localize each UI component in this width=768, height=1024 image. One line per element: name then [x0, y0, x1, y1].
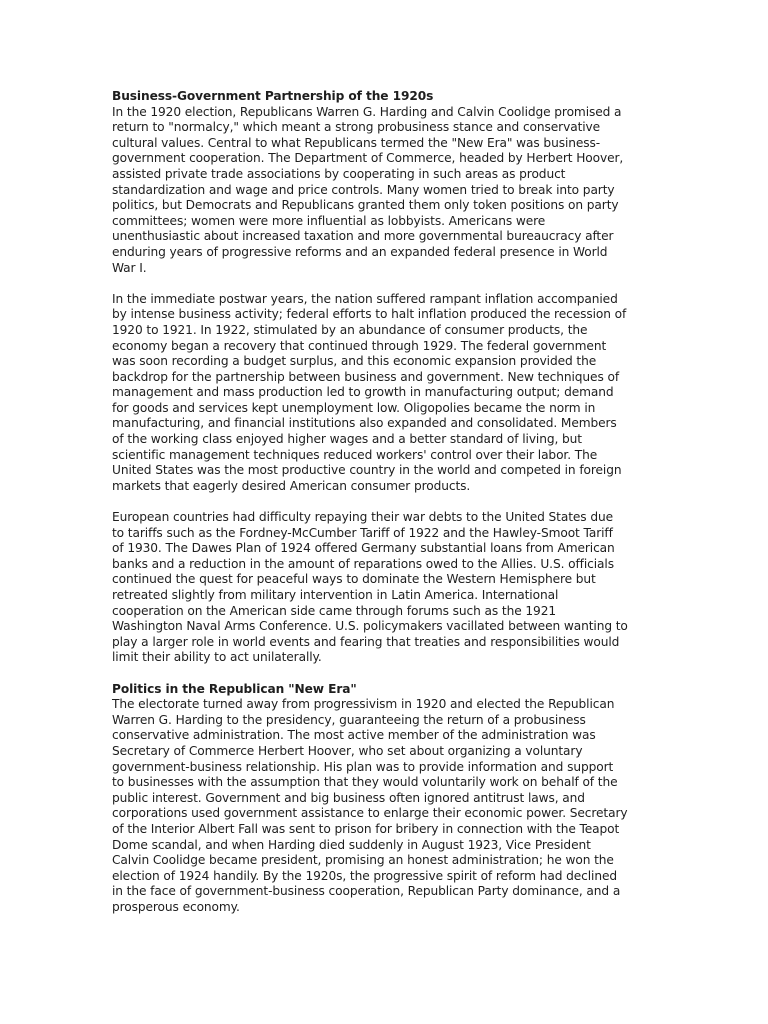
text-line: Washington Naval Arms Conference. U.S. policymakers vacillated between wanting to	[112, 619, 628, 634]
text-line: unenthusiastic about increased taxation and more governmental bureaucracy after	[112, 229, 614, 244]
text-line: politics, but Democrats and Republicans granted them only token positions on party	[112, 198, 619, 213]
text-line: Secretary of Commerce Herbert Hoover, who set about organizing a voluntary	[112, 743, 583, 758]
text-line: of the working class enjoyed higher wages and a better standard of living, but	[112, 432, 582, 447]
text-line: manufacturing, and financial institutions also expanded and consolidated. Members	[112, 416, 617, 431]
text-line: retreated slightly from military intervention in Latin America. International	[112, 588, 559, 602]
paragraph-gap	[112, 276, 728, 292]
text-line: scientific management techniques reduced workers' control over their labor. The	[112, 447, 598, 462]
text-line: of the Interior Albert Fall was sent to prison for bribery in connection with the Teapot	[112, 821, 620, 836]
text-line: 1920 to 1921. In 1922, stimulated by an abundance of consumer products, the	[112, 322, 588, 337]
text-line: economy began a recovery that continued through 1929. The federal government	[112, 338, 607, 353]
text-line: Warren G. Harding to the presidency, guaranteeing the return of a probusiness	[112, 712, 586, 727]
text-line: to businesses with the assumption that they would voluntarily work on behalf of the	[112, 775, 618, 790]
text-line: of 1930. The Dawes Plan of 1924 offered Germany substantial loans from American	[112, 541, 615, 556]
text-line: public interest. Government and big business often ignored antitrust laws, and	[112, 790, 585, 805]
text-line: prosperous economy.	[112, 899, 240, 914]
text-line: In the immediate postwar years, the nation suffered rampant inflation accompanied	[112, 291, 618, 306]
text-line: in the face of government-business cooperation, Republican Party dominance, and a	[112, 884, 621, 899]
text-line: banks and a reduction in the amount of reparations owed to the Allies. U.S. officials	[112, 556, 614, 571]
section-title-new-era-politics: Politics in the Republican "New Era"	[112, 681, 357, 696]
text-line: In the 1920 election, Republicans Warren G. Harding and Calvin Coolidge promised a	[112, 104, 622, 119]
text-line: United States was the most productive country in the world and competed in foreign	[112, 463, 622, 478]
text-line: was soon recording a budget surplus, and this economic expansion provided the	[112, 354, 597, 369]
text-line: government-business relationship. His plan was to provide information and support	[112, 759, 614, 774]
section-title-business-government: Business-Government Partnership of the 1920s	[112, 89, 434, 103]
paragraph-electorate	[112, 697, 728, 915]
text-line: standardization and wage and price controls. Many women tried to break into party	[112, 182, 615, 197]
text-line: limit their ability to act unilaterally.	[112, 650, 322, 665]
text-line: markets that eagerly desired American consumer products.	[112, 478, 471, 493]
text-line: government cooperation. The Department of Commerce, headed by Herbert Hoover,	[112, 151, 624, 166]
text-line: Calvin Coolidge became president, promising an honest administration; he won the	[112, 853, 614, 868]
text-line: corporations used government assistance to enlarge their economic power. Secretary	[112, 806, 628, 821]
paragraph-gap	[112, 666, 728, 682]
text-line: assisted private trade associations by cooperating in such areas as product	[112, 166, 566, 181]
text-line: election of 1924 handily. By the 1920s, the progressive spirit of reform had declined	[112, 868, 617, 883]
text-line: by intense business activity; federal efforts to halt inflation produced the recession of	[112, 307, 627, 322]
text-line: continued the quest for peaceful ways to dominate the Western Hemisphere but	[112, 572, 596, 587]
text-line: European countries had difficulty repaying their war debts to the United States due	[112, 510, 613, 525]
text-line: for goods and services kept unemployment low. Oligopolies became the norm in	[112, 400, 596, 415]
paragraph-war-debts	[112, 510, 728, 666]
text-line: cooperation on the American side came through forums such as the 1921	[112, 603, 557, 618]
text-line: enduring years of progressive reforms and an expanded federal presence in World	[112, 244, 608, 259]
text-line: committees; women were more influential as lobbyists. Americans were	[112, 213, 546, 228]
text-line: to tariffs such as the Fordney-McCumber Tariff of 1922 and the Hawley-Smoot Tariff	[112, 525, 613, 540]
text-line: backdrop for the partnership between business and government. New techniques of	[112, 369, 620, 384]
text-line: management and mass production led to growth in manufacturing output; demand	[112, 385, 614, 400]
text-line: cultural values. Central to what Republicans termed the "New Era" was business-	[112, 135, 601, 150]
text-line: play a larger role in world events and fearing that treaties and responsibilities would	[112, 634, 620, 649]
text-line: conservative administration. The most active member of the administration was	[112, 728, 596, 743]
paragraph-gap	[112, 494, 728, 510]
text-line: The electorate turned away from progressivism in 1920 and elected the Republican	[112, 697, 615, 712]
paragraph-1920-election	[112, 105, 728, 277]
text-line: Dome scandal, and when Harding died suddenly in August 1923, Vice President	[112, 837, 591, 852]
text-line: War I.	[112, 260, 147, 275]
text-line: return to "normalcy," which meant a strong probusiness stance and conservative	[112, 120, 601, 135]
paragraph-postwar-years	[112, 292, 728, 495]
